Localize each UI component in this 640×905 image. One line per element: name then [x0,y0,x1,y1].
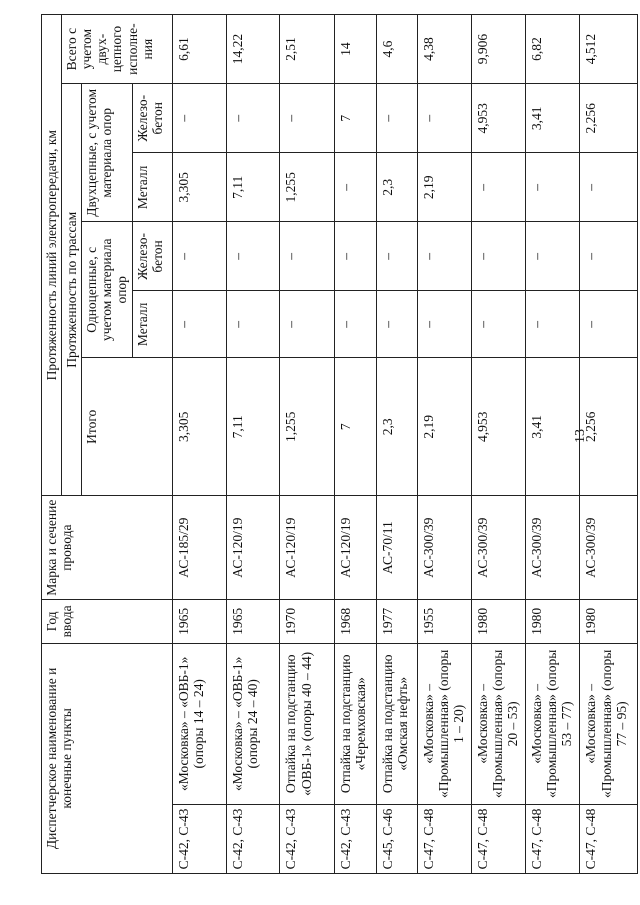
row-grand-total: 14 [334,15,376,84]
row-year: 1980 [525,599,579,643]
row-single-metal: – [471,291,525,358]
row-single-metal: – [334,291,376,358]
row-code: С-47, С-48 [525,804,579,873]
row-year: 1980 [471,599,525,643]
header-wire: Марка и сечение провода [42,496,173,600]
row-year: 1970 [280,599,334,643]
row-single-metal: – [418,291,471,358]
row-total: 3,41 [525,358,579,496]
row-double-concrete: 4,953 [471,84,525,153]
row-name: «Московка» – «ОВБ-1» (опоры 14 – 24) [172,643,226,804]
rotated-page [41,14,638,874]
row-wire: АС-70/11 [377,496,418,600]
row-wire: АС-120/19 [280,496,334,600]
row-grand-total: 14,22 [227,15,280,84]
row-single-metal: – [525,291,579,358]
header-total-route: Итого [82,358,172,496]
row-double-concrete: – [227,84,280,153]
header-name: Диспетчерское наименование и конечные пункты [42,643,173,873]
row-single-metal: – [580,291,638,358]
row-double-concrete: – [172,84,226,153]
row-single-metal: – [280,291,334,358]
row-double-metal: 3,305 [172,153,226,222]
row-total: 7 [334,358,376,496]
row-wire: АС-300/39 [525,496,579,600]
row-total: 4,953 [471,358,525,496]
row-grand-total: 4,38 [418,15,471,84]
row-single-concrete: – [334,222,376,291]
row-double-concrete: 3,41 [525,84,579,153]
page-number: 13 [573,429,588,443]
row-name: Отпайка на подстанцию «Черемховская» [334,643,376,804]
row-single-metal: – [377,291,418,358]
row-double-metal: 1,255 [280,153,334,222]
row-total: 2,256 [580,358,638,496]
row-code: С-42, С-43 [172,804,226,873]
row-year: 1980 [580,599,638,643]
row-grand-total: 2,51 [280,15,334,84]
row-double-metal: 2,3 [377,153,418,222]
row-name: «Московка» – «Промышленная» (опоры 20 – 53) [471,643,525,804]
header-year: Год ввода [42,599,173,643]
row-double-concrete: – [377,84,418,153]
row-double-concrete: – [418,84,471,153]
table-row [471,15,525,874]
row-double-concrete: 2,256 [580,84,638,153]
row-single-concrete: – [172,222,226,291]
header-concrete-double: Железо-бетон [132,84,172,153]
row-name: «Московка» – «Промышленная» (опоры 1 – 20) [418,643,471,804]
row-single-concrete: – [471,222,525,291]
row-code: С-42, С-43 [334,804,376,873]
row-name: «Московка» – «Промышленная» (опоры 53 – 77) [525,643,579,804]
row-year: 1965 [172,599,226,643]
row-double-metal: – [580,153,638,222]
row-double-metal: – [471,153,525,222]
row-wire: АС-120/19 [334,496,376,600]
row-code: С-47, С-48 [580,804,638,873]
row-wire: АС-120/19 [227,496,280,600]
row-code: С-45, С-46 [377,804,418,873]
row-single-metal: – [227,291,280,358]
row-name: Отпайка на подстанцию «ОВБ-1» (опоры 40 – 44) [280,643,334,804]
row-grand-total: 4,512 [580,15,638,84]
row-grand-total: 9,906 [471,15,525,84]
row-total: 2,19 [418,358,471,496]
row-grand-total: 4,6 [377,15,418,84]
row-single-concrete: – [280,222,334,291]
row-wire: АС-300/39 [580,496,638,600]
table-row [418,15,471,874]
row-code: С-42, С-43 [227,804,280,873]
row-name: Отпайка на подстанцию «Омская нефть» [377,643,418,804]
header-double: Двухцепные, с учетом материала опор [82,84,132,222]
row-double-metal: 7,11 [227,153,280,222]
power-lines-table [41,14,638,874]
row-year: 1968 [334,599,376,643]
row-single-concrete: – [227,222,280,291]
row-year: 1955 [418,599,471,643]
table-row [377,15,418,874]
row-double-concrete: 7 [334,84,376,153]
row-single-concrete: – [525,222,579,291]
row-code: С-47, С-48 [471,804,525,873]
row-double-metal: 2,19 [418,153,471,222]
header-metal-double: Металл [132,153,172,222]
table-row [334,15,376,874]
header-single: Одноцепные, с учетом материала опор [82,222,132,358]
header-length: Протяженность линий электропередачи, км [42,15,62,496]
row-single-concrete: – [377,222,418,291]
table-row [280,15,334,874]
table-row [580,15,638,874]
row-wire: АС-300/39 [418,496,471,600]
row-wire: АС-185/29 [172,496,226,600]
row-single-metal: – [172,291,226,358]
row-code: С-47, С-48 [418,804,471,873]
row-year: 1977 [377,599,418,643]
row-grand-total: 6,61 [172,15,226,84]
row-single-concrete: – [580,222,638,291]
row-total: 2,3 [377,358,418,496]
row-total: 1,255 [280,358,334,496]
row-double-metal: – [334,153,376,222]
header-by-routes: Протяженность по трассам [62,84,82,496]
row-double-concrete: – [280,84,334,153]
row-year: 1965 [227,599,280,643]
row-name: «Московка» – «Промышленная» (опоры 77 – 95) [580,643,638,804]
row-total: 3,305 [172,358,226,496]
table-row [227,15,280,874]
row-code: С-42, С-43 [280,804,334,873]
header-concrete-single: Железо-бетон [132,222,172,291]
row-total: 7,11 [227,358,280,496]
table-row [525,15,579,874]
header-grand-total: Всего с учетом двух-цепного исполне-ния [62,15,172,84]
header-metal-single: Металл [132,291,172,358]
table-row [172,15,226,874]
row-grand-total: 6,82 [525,15,579,84]
row-name: «Московка» – «ОВБ-1» (опоры 24 – 40) [227,643,280,804]
row-double-metal: – [525,153,579,222]
row-wire: АС-300/39 [471,496,525,600]
row-single-concrete: – [418,222,471,291]
